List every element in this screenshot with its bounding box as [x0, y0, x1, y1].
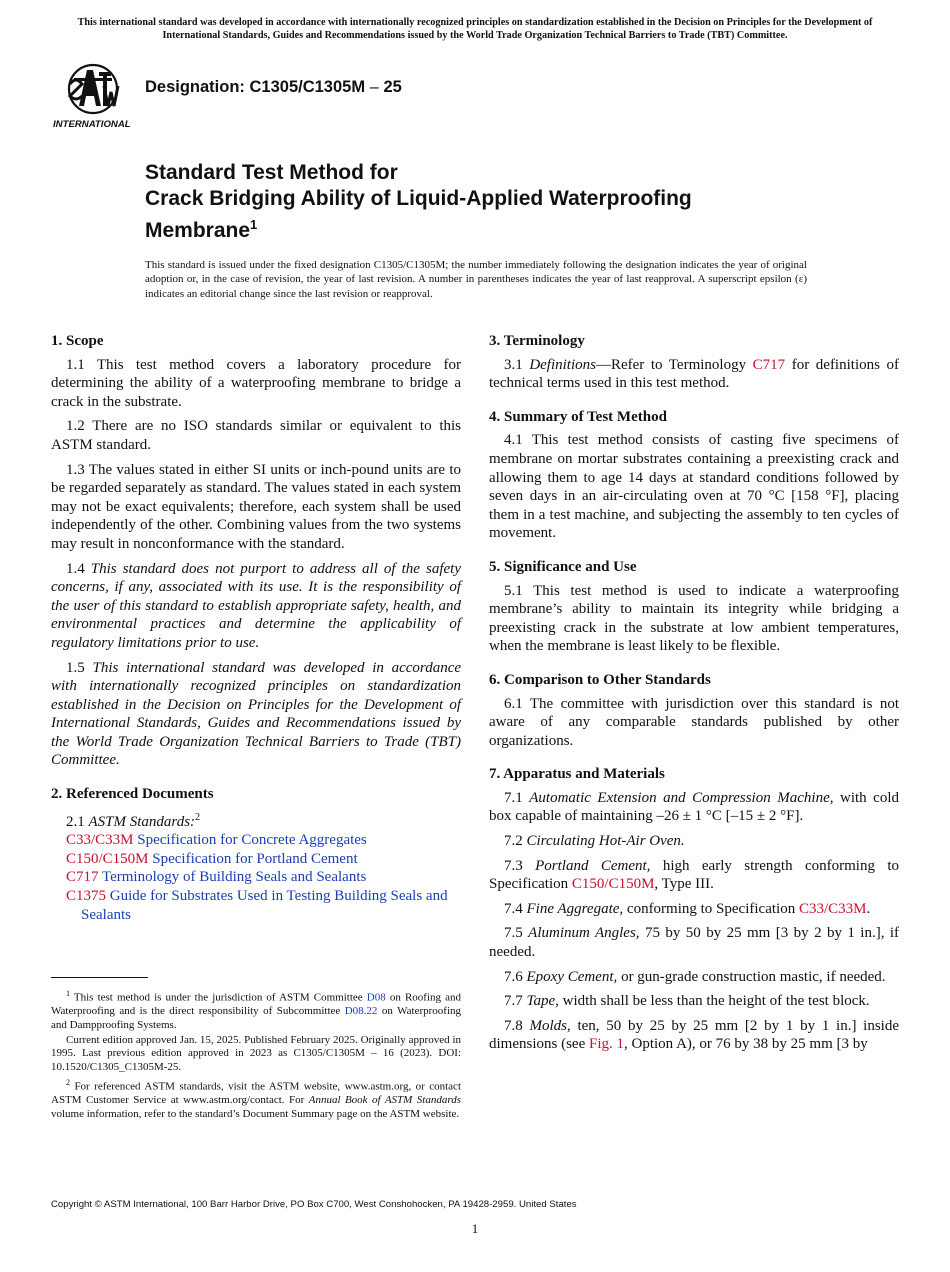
term: Molds,: [529, 1017, 571, 1034]
link-d08-22[interactable]: D08.22: [344, 1005, 378, 1018]
para-text: for definitions of technical terms used in this test method.: [489, 356, 899, 392]
para-number: 1.5: [66, 659, 93, 676]
para-text: ten, 50 by 25 by 25 mm [2 by 1 by 1 in.] inside dimensions (see: [489, 1017, 900, 1053]
footnote-emphasis: Annual Book of ASTM Standards: [308, 1094, 461, 1107]
para-number: 7.1: [504, 789, 530, 806]
astm-logo-icon: [52, 56, 134, 132]
ref-code: C33/C33M: [66, 832, 134, 849]
paragraph-1-3: 1.3 The values stated in either SI units or inch-pound units are to be regarded separately as standard. The values stated in each system may not be exact equivalents; therefore, each system shall be used independently of the other. Combining values from the two systems may result in nonconformance with the standard.: [51, 461, 461, 552]
para-number: 2.1: [66, 813, 89, 830]
footnote-1-edition: Current edition approved Jan. 15, 2025. Published February 2025. Originally approved in 1995. Last previous edition approved in 2023 as C1305/C1305M – 16 (2023). DOI: 10.1520/C1305_C1305M-25.: [51, 1033, 461, 1074]
para-number: 1.4: [66, 560, 91, 577]
title-line-3: [145, 212, 692, 244]
footnotes: [51, 987, 461, 1123]
section-heading: 3. Terminology: [489, 333, 585, 349]
right-column: [489, 332, 899, 1069]
para-text: conforming to Specification: [623, 900, 799, 917]
ref-code: C150/C150M: [66, 850, 149, 867]
footnote-divider: [51, 977, 148, 978]
section-comparison: [489, 671, 899, 750]
para-text: , Option A), or 76 by 38 by 25 mm [3 by: [624, 1036, 868, 1053]
section-heading: 6. Comparison to Other Standards: [489, 671, 711, 688]
ref-code: C717: [66, 869, 99, 886]
section-apparatus: [489, 765, 899, 1054]
paragraph-1-2: 1.2 There are no ISO standards similar or equivalent to this ASTM standard.: [51, 418, 461, 453]
footnote-text: For referenced ASTM standards, visit the ASTM website, www.astm.org, or contact ASTM Customer Service at www.astm.org/contact. For: [51, 1080, 461, 1107]
term: Aluminum Angles,: [528, 925, 640, 942]
issuance-statement: This standard is issued under the fixed designation C1305/C1305M; the number immediately following the designation indicates the year of original adoption or, in the case of revision, the year of last revision. A number in parentheses indicates the year of last reapproval. A superscript epsilon (ε) indicates an editorial change since the last revision or reapproval.: [145, 259, 807, 300]
term: Circulating Hot-Air Oven.: [526, 833, 685, 850]
designation-year: 25: [383, 78, 402, 96]
section-significance: [489, 558, 899, 656]
term: Definitions: [529, 356, 596, 373]
para-number: 7.2: [504, 833, 527, 850]
para-text: high early strength conforming to Specification: [489, 857, 900, 893]
link-c33[interactable]: C33/C33M: [798, 900, 867, 917]
ref-title: Terminology of Building Seals and Sealants: [98, 869, 367, 886]
left-column: [51, 332, 461, 939]
paragraph-7-6: [489, 968, 899, 987]
title-line-3-text: Membrane: [145, 219, 251, 242]
reference-link-c150[interactable]: [51, 850, 461, 869]
para-number: 7.6: [504, 968, 527, 985]
paragraph-1-1: 1.1 This test method covers a laboratory procedure for determining the ability of a waterproofing membrane to bridge a crack in the substrate.: [51, 356, 461, 410]
footnote-2: [51, 1076, 461, 1122]
paragraph-1-4: [51, 560, 461, 653]
footnote-text: on Roofing and Waterproofing and is the direct responsibility of Subcommittee: [51, 991, 461, 1018]
tbt-notice: This international standard was developed in accordance with internationally recognized principles on standardization established in the Decision on Principles for the Development of International Standards, Guides and Recommendations issued by the World Trade Organization Technical Barriers to Trade (TBT) Committee.: [77, 17, 873, 41]
term: Tape,: [526, 993, 559, 1010]
footnote-mark: 2: [195, 811, 201, 823]
designation-dash: –: [365, 78, 384, 96]
term: Fine Aggregate,: [526, 900, 624, 917]
link-d08[interactable]: D08: [366, 991, 386, 1004]
paragraph-2-1: [51, 809, 461, 832]
term: Epoxy Cement,: [526, 968, 618, 985]
page-number: 1: [471, 1221, 479, 1236]
paragraph-3-1: [489, 356, 899, 393]
paragraph-7-4: [489, 900, 899, 919]
paragraph-7-3: [489, 857, 899, 894]
para-text: width shall be less than the height of the test block.: [558, 993, 870, 1010]
reference-link-c717[interactable]: [51, 868, 461, 887]
link-c150[interactable]: C150/C150M: [571, 876, 655, 893]
para-text: —Refer to Terminology: [595, 356, 753, 373]
copyright-line: Copyright © ASTM International, 100 Barr Harbor Drive, PO Box C700, West Conshohocken, PA 19428-2959. United States: [51, 1199, 577, 1210]
section-heading: 5. Significance and Use: [489, 558, 637, 575]
section-summary: [489, 408, 899, 543]
paragraph-7-1: [489, 789, 899, 826]
link-fig-1[interactable]: Fig. 1: [588, 1036, 624, 1053]
para-number: 7.7: [504, 993, 527, 1010]
astm-logo: [52, 56, 134, 132]
title-line-2: Crack Bridging Ability of Liquid-Applied Waterproofing: [145, 187, 692, 210]
paragraph-6-1: 6.1 The committee with jurisdiction over this standard is not aware of any comparable standards published by other organizations.: [489, 695, 899, 749]
para-text: .: [866, 900, 871, 917]
footnote-text: on Waterproofing and Dampproofing Systems.: [51, 1005, 461, 1032]
para-text: , Type III.: [654, 876, 714, 893]
paragraph-7-7: [489, 992, 899, 1011]
ref-code: C1375: [66, 888, 107, 905]
reference-link-c1375[interactable]: [51, 887, 461, 924]
designation: [145, 78, 402, 97]
footnote-text: This test method is under the jurisdiction of ASTM Committee: [70, 991, 367, 1004]
paragraph-7-8: [489, 1017, 899, 1054]
term: Automatic Extension and Compression Machine,: [529, 789, 834, 806]
para-number: 7.5: [504, 925, 529, 942]
link-c717[interactable]: C717: [752, 356, 786, 373]
ref-title: Guide for Substrates Used in Testing Building Seals and Sealants: [81, 888, 448, 923]
logo-text: INTERNATIONAL: [53, 119, 131, 130]
reference-link-c33[interactable]: [51, 831, 461, 850]
section-terminology: [489, 332, 899, 393]
para-text: This international standard was developed in accordance with internationally recognized principles on standardization established in the Decision on Principles for the Development of International Standards, Guides and Recommendations issued by the World Trade Organization Technical Barriers to Trade (TBT) Committee.: [51, 659, 462, 769]
title-line-1: Standard Test Method for: [145, 161, 398, 184]
paragraph-5-1: 5.1 This test method is used to indicate a waterproofing membrane’s ability to maintain its integrity while bridging a preexisting crack in the substrate at low ambient temperatures, when the membrane is least likely to be flexible.: [489, 582, 899, 655]
section-scope: [51, 332, 461, 770]
para-text: ASTM Standards:: [88, 813, 196, 830]
ref-title: Specification for Portland Cement: [148, 850, 358, 867]
footnote-mark: 2: [66, 1077, 70, 1087]
section-heading: 1. Scope: [51, 333, 104, 349]
title-footnote-mark: 1: [250, 217, 258, 232]
para-number: 7.4: [504, 900, 527, 917]
section-referenced-documents: [51, 785, 461, 924]
designation-label: Designation: C1305/C1305M: [145, 78, 366, 96]
para-number: 3.1: [504, 356, 530, 373]
paragraph-1-5: [51, 659, 461, 771]
para-text: or gun-grade construction mastic, if needed.: [617, 968, 886, 985]
section-heading: 2. Referenced Documents: [51, 786, 214, 803]
footnote-mark: 1: [66, 989, 70, 998]
document-title: [145, 160, 692, 244]
para-number: 7.8: [504, 1017, 530, 1034]
ref-title: Specification for Concrete Aggregates: [133, 832, 367, 849]
para-text: with cold box capable of maintaining –26 ± 1 °C [–15 ± 2 °F].: [489, 789, 900, 825]
section-heading: 4. Summary of Test Method: [489, 408, 667, 425]
para-number: 7.3: [504, 857, 536, 874]
para-text: 75 by 50 by 25 mm [3 by 2 by 1 in.], if needed.: [489, 925, 900, 961]
footnote-text: volume information, refer to the standard’s Document Summary page on the ASTM website.: [51, 1107, 460, 1120]
para-text: This standard does not purport to address all of the safety concerns, if any, associated with its use. It is the responsibility of the user of this standard to establish appropriate safety, health, and environmental practices and determine the applicability of regulatory limitations prior to use.: [51, 560, 461, 651]
section-heading: 7. Apparatus and Materials: [489, 766, 665, 783]
term: Portland Cement,: [535, 857, 651, 874]
paragraph-7-2: [489, 832, 899, 851]
paragraph-7-5: [489, 924, 899, 961]
footnote-1: [51, 987, 461, 1033]
paragraph-4-1: 4.1 This test method consists of casting five specimens of membrane on mortar substrates containing a preexisting crack and allowing them to age 14 days at standard conditions followed by seven days in an air-circulating oven at 70 °C [158 °F], placing them in a test machine, and subjecting the assembly to ten cycles of movement.: [489, 432, 899, 542]
